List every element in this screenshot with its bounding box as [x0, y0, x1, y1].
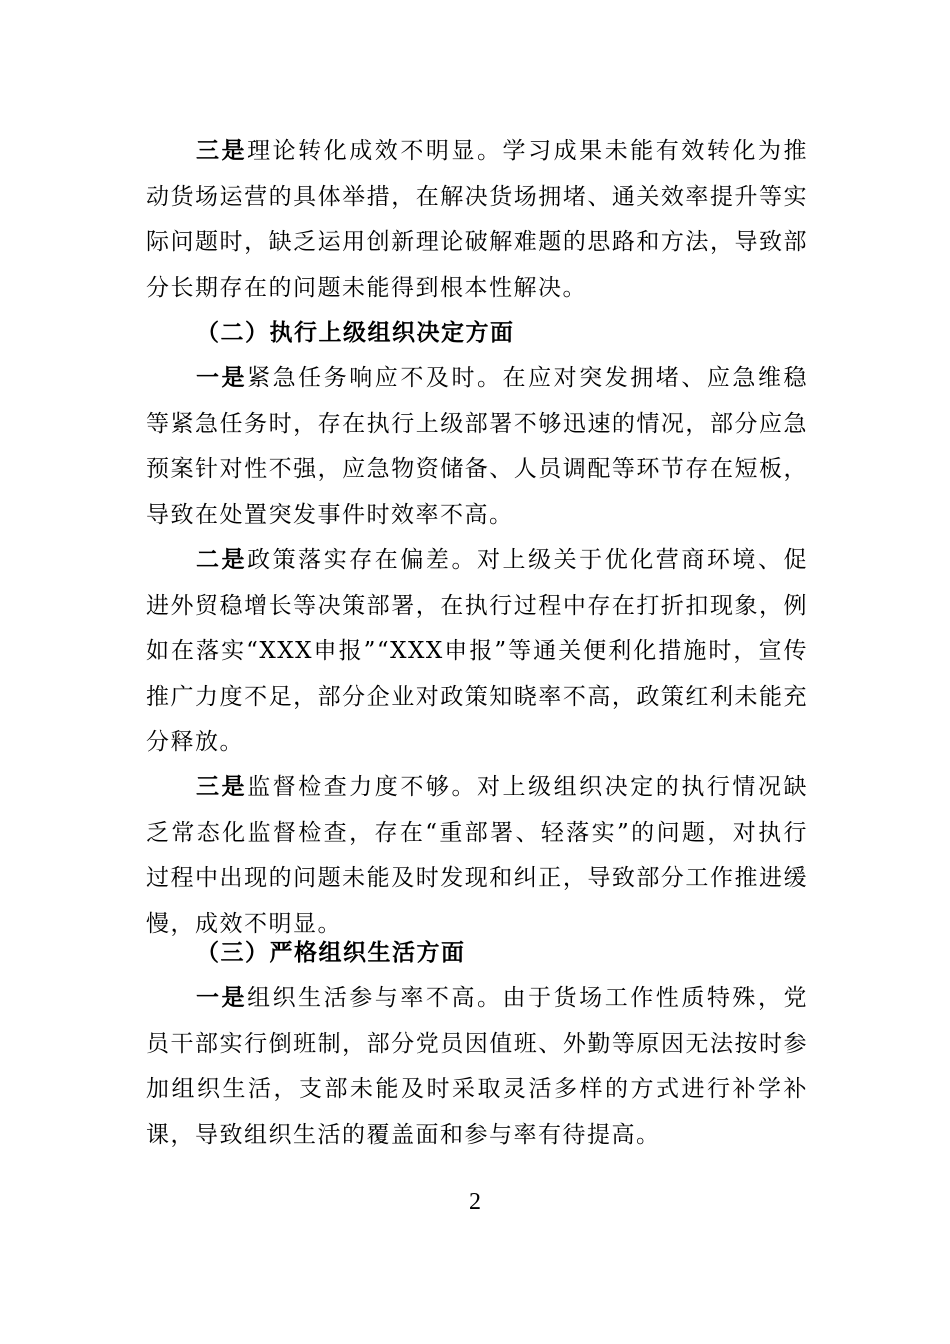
- section-heading-execution: （二）执行上级组织决定方面: [196, 319, 515, 346]
- paragraph-text: 理论转化成效不明显。学习成果未能有效转化为推动货场运营的具体举措，在解决货场拥堵、通关效率提升等实际问题时，缺乏运用创新理论破解难题的思路和方法，导致部分长期存在的问题未能得到根本性解决。: [146, 138, 809, 301]
- paragraph-lead: 一是: [196, 364, 248, 391]
- paragraph-text: 紧急任务响应不及时。在应对突发拥堵、应急维稳等紧急任务时，存在执行上级部署不够迅速的情况，部分应急预案针对性不强，应急物资储备、人员调配等环节存在短板，导致在处置突发事件时效率不高。: [146, 365, 809, 528]
- paragraph-lead: 三是: [196, 137, 248, 164]
- paragraph-text: 组织生活参与率不高。由于货场工作性质特殊，党员干部实行倒班制，部分党员因值班、外勤等原因无法按时参加组织生活，支部未能及时采取灵活多样的方式进行补学补课，导致组织生活的覆盖面和参与率有待提高。: [146, 985, 809, 1148]
- paragraph-theory-conversion: [146, 128, 808, 311]
- paragraph-policy-implementation: [146, 537, 808, 766]
- paragraph-lead: 二是: [196, 546, 248, 573]
- paragraph-text: 监督检查力度不够。对上级组织决定的执行情况缺乏常态化监督检查，存在“重部署、轻落实”的问题，对执行过程中出现的问题未能及时发现和纠正，导致部分工作推进缓慢，成效不明显。: [146, 774, 809, 937]
- paragraph-lead: 一是: [196, 984, 248, 1011]
- paragraph-emergency-response: [146, 355, 808, 538]
- paragraph-participation: [146, 975, 808, 1158]
- paragraph-lead: 三是: [196, 773, 248, 800]
- page-number: 2: [469, 1189, 481, 1215]
- paragraph-supervision: [146, 764, 808, 947]
- section-heading-organizational-life: （三）严格组织生活方面: [196, 939, 466, 966]
- paragraph-text: 政策落实存在偏差。对上级关于优化营商环境、促进外贸稳增长等决策部署，在执行过程中存在打折扣现象，例如在落实“XXX申报”“XXX申报”等通关便利化措施时，宣传推广力度不足，部分企业对政策知晓率不高，政策红利未能充分释放。: [146, 547, 809, 755]
